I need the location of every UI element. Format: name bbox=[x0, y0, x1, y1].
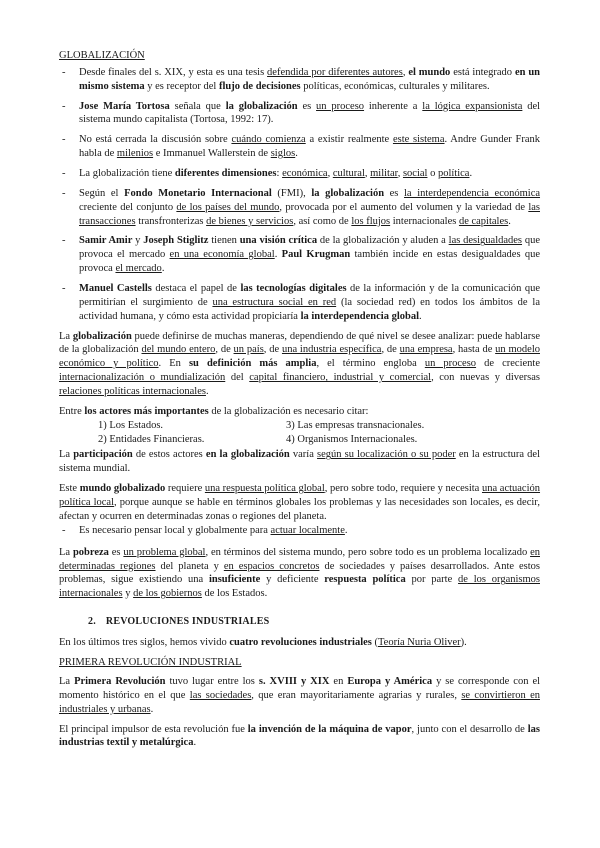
underlined-text: una industria específica bbox=[281, 344, 382, 356]
underlined-text: social bbox=[402, 168, 428, 180]
text-run: La globalización tiene bbox=[79, 168, 175, 180]
bold-text: Manuel Castells bbox=[79, 283, 152, 295]
underlined-text: en determinadas regiones bbox=[59, 546, 540, 572]
underlined-text: una respuesta política global bbox=[204, 483, 325, 495]
text-run: . bbox=[150, 703, 154, 715]
list-item bbox=[59, 187, 540, 229]
underlined-text: siglos bbox=[270, 148, 296, 160]
underlined-text: el mercado bbox=[115, 263, 162, 275]
underlined-text: en espacios concretos bbox=[223, 560, 320, 572]
underlined-text: milenios bbox=[116, 148, 154, 160]
bold-text: globalización bbox=[72, 330, 132, 342]
paragraph bbox=[59, 723, 540, 751]
paragraph bbox=[59, 636, 540, 650]
text-run: Desde finales del s. XIX, y esta es una tesis bbox=[79, 66, 268, 78]
underlined-text: según su localización o su poder bbox=[317, 449, 456, 461]
list-item bbox=[59, 282, 540, 324]
text-run: . bbox=[469, 168, 473, 180]
text-run: es bbox=[384, 187, 405, 199]
text-run: que provoca el mercado bbox=[79, 235, 540, 261]
text-run: , así como de bbox=[293, 215, 352, 227]
underlined-text: militar bbox=[370, 168, 398, 180]
bold-text: flujo de decisiones bbox=[218, 80, 301, 92]
underlined-text: defendida por diferentes autores bbox=[267, 66, 403, 78]
bold-text: la globalización bbox=[311, 187, 385, 199]
underlined-text: la lógica expansionista bbox=[422, 100, 523, 112]
underlined-text: cultural bbox=[332, 168, 365, 180]
text-run: del sistema mundo capitalista (Tortosa, 1992: 17). bbox=[79, 100, 541, 126]
underlined-text: una estructura social en red bbox=[212, 296, 337, 308]
bold-text: los actores más importantes bbox=[84, 405, 209, 417]
bold-text: Paul Krugman bbox=[281, 249, 351, 261]
list-item: 1) Los Estados. bbox=[98, 419, 164, 431]
underlined-text: de los países del mundo bbox=[176, 201, 280, 213]
bold-text: diferentes dimensiones bbox=[174, 168, 277, 180]
text-run: de creciente bbox=[476, 358, 540, 370]
text-run: , hasta de bbox=[452, 344, 496, 356]
text-run: , de bbox=[381, 344, 400, 356]
text-run: . bbox=[161, 263, 165, 275]
text-run: de los Estados. bbox=[201, 588, 268, 600]
bold-text: s. XVIII y XIX bbox=[258, 675, 330, 687]
text-run: . bbox=[344, 524, 348, 536]
text-run: tuvo lugar entre los bbox=[165, 675, 259, 687]
underlined-text: un modelo económico y político bbox=[59, 344, 540, 370]
text-run: a existir realmente bbox=[305, 134, 393, 146]
text-run: y bbox=[122, 588, 134, 600]
underlined-text: internacionalización o mundialización bbox=[59, 372, 226, 384]
list-item bbox=[59, 524, 540, 538]
text-run: de estos actores bbox=[132, 449, 206, 461]
text-run: En los últimos tres siglos, hemos vivido bbox=[59, 637, 230, 649]
text-run: La bbox=[59, 449, 74, 461]
bold-text: Samir Amir bbox=[79, 235, 133, 247]
underlined-text: un país bbox=[233, 344, 264, 356]
underlined-text: de capitales bbox=[458, 215, 509, 227]
text-run: , con nuevas y diversas bbox=[431, 372, 540, 384]
text-run: , bbox=[364, 168, 371, 180]
section-title: REVOLUCIONES INDUSTRIALES bbox=[105, 616, 270, 628]
text-run: . bbox=[295, 148, 298, 160]
list-item bbox=[59, 234, 540, 276]
underlined-text: de los gobiernos bbox=[133, 588, 202, 600]
bold-text: la invención de la máquina de vapor bbox=[247, 723, 412, 735]
text-run: . bbox=[193, 737, 197, 749]
bold-text: participación bbox=[73, 449, 133, 461]
paragraph bbox=[59, 405, 540, 419]
actors-list bbox=[59, 419, 540, 447]
text-run: ( bbox=[371, 637, 378, 649]
text-run: tienen bbox=[208, 235, 240, 247]
underlined-text: capital financiero, industrial y comercial bbox=[249, 372, 432, 384]
bold-text: pobreza bbox=[72, 546, 109, 558]
underlined-text: del mundo entero bbox=[141, 344, 216, 356]
section-heading bbox=[59, 615, 540, 628]
bold-text: una visión crítica bbox=[239, 235, 318, 247]
text-run: por parte bbox=[405, 574, 459, 586]
bold-text: las industrias textil y metalúrgica bbox=[59, 723, 540, 749]
text-run: también incide en estas desigualdades que provoca bbox=[79, 249, 541, 275]
text-run: de la globalización y aluden a bbox=[317, 235, 449, 247]
underlined-text: los flujos bbox=[351, 215, 391, 227]
text-run: Según el bbox=[79, 187, 125, 199]
bold-text: la globalización bbox=[225, 100, 298, 112]
underlined-text: este sistema bbox=[392, 134, 445, 146]
underlined-text: las sociedades bbox=[189, 689, 252, 701]
text-run: . Andre Gunder Frank habla de bbox=[79, 134, 540, 160]
text-run: inherente a bbox=[364, 100, 423, 112]
text-run: . bbox=[508, 215, 511, 227]
bold-text: Jose María Tortosa bbox=[79, 100, 170, 112]
underlined-text: las transacciones bbox=[79, 201, 540, 227]
underlined-text: de bienes y servicios bbox=[206, 215, 294, 227]
text-run: . En bbox=[158, 358, 189, 370]
paragraph bbox=[59, 675, 540, 717]
text-run: y deficiente bbox=[260, 574, 325, 586]
list-item bbox=[59, 66, 540, 94]
text-run: de sociedades y países desarrollados. Ante estos problemas, sigue existiendo una bbox=[59, 560, 540, 586]
text-run: internacionales bbox=[390, 215, 459, 227]
text-run: señala que bbox=[169, 100, 226, 112]
text-run: en bbox=[329, 675, 348, 687]
underlined-text: actuar localmente bbox=[270, 524, 345, 536]
underlined-text: política bbox=[437, 168, 470, 180]
text-run: del bbox=[225, 372, 250, 384]
underlined-text: Teoría Nuria Oliver bbox=[378, 637, 461, 649]
subsection-title: PRIMERA REVOLUCIÓN INDUSTRIAL bbox=[59, 657, 242, 669]
bold-text: su definición más amplia bbox=[188, 358, 317, 370]
list-item bbox=[59, 100, 540, 128]
text-run: e Immanuel Wallerstein de bbox=[153, 148, 271, 160]
text-run: de la información y de la comunicación que permitirían el surgimiento de bbox=[79, 283, 540, 308]
bold-text: las tecnologías digitales bbox=[240, 283, 347, 295]
underlined-text: de los organismos internacionales bbox=[59, 574, 540, 600]
list-item: 3) Las empresas transnacionales. bbox=[286, 419, 425, 431]
underlined-text: una empresa bbox=[399, 344, 453, 356]
text-run: : bbox=[276, 168, 283, 180]
bold-text: Fondo Monetario Internacional bbox=[124, 187, 272, 199]
underlined-text: la interdependencia económica bbox=[404, 187, 541, 199]
text-run: . bbox=[274, 249, 282, 261]
text-run: La bbox=[59, 330, 73, 342]
text-run: varía bbox=[289, 449, 318, 461]
text-run: puede definirse de muchas maneras, dependiendo de qué nivel se desee analizar: puede hablarse de la globalización bbox=[59, 330, 540, 356]
text-run: y bbox=[132, 235, 144, 247]
text-run: , de bbox=[263, 344, 282, 356]
text-run: . bbox=[419, 310, 422, 322]
text-run: de la globalización es necesario citar: bbox=[208, 405, 369, 417]
paragraph bbox=[59, 330, 540, 399]
text-run: y se corresponde con el momento histórico en el que bbox=[59, 675, 541, 701]
section-number: 2. bbox=[88, 616, 96, 628]
list-item bbox=[59, 133, 540, 161]
bold-text: en la globalización bbox=[205, 449, 290, 461]
underlined-text: en una economía global bbox=[169, 249, 275, 261]
text-run: creciente del conjunto bbox=[79, 201, 177, 213]
text-run: Entre bbox=[59, 405, 85, 417]
text-run: ). bbox=[460, 637, 467, 649]
bold-text: en un mismo sistema bbox=[79, 66, 541, 92]
text-run: y es receptor del bbox=[144, 80, 219, 92]
text-run: políticas, económicas, culturales y militares. bbox=[300, 80, 490, 92]
underlined-text: un proceso bbox=[424, 358, 477, 370]
text-run: está integrado bbox=[450, 66, 515, 78]
text-run: , bbox=[327, 168, 333, 180]
text-run: , bbox=[402, 66, 409, 78]
text-run: , bbox=[397, 168, 403, 180]
paragraph bbox=[59, 546, 540, 601]
text-run: No está cerrada la discusión sobre bbox=[79, 134, 232, 146]
text-run: . bbox=[205, 386, 209, 398]
underlined-text: una actuación política local bbox=[59, 483, 541, 509]
bold-text: Europa y América bbox=[347, 675, 433, 687]
text-run: en la estructura del sistema mundial. bbox=[59, 449, 540, 475]
bold-text: respuesta política bbox=[324, 574, 406, 586]
text-run: , pero sobre todo, requiere y necesita bbox=[324, 483, 482, 495]
text-run: es bbox=[297, 100, 317, 112]
underlined-text: relaciones políticas internacionales bbox=[59, 386, 206, 398]
underlined-text: un proceso bbox=[316, 100, 365, 112]
bold-text: insuficiente bbox=[208, 574, 261, 586]
page-title: GLOBALIZACIÓN bbox=[59, 50, 145, 61]
bold-text: Joseph Stiglitz bbox=[143, 235, 209, 247]
underlined-text: un problema global bbox=[123, 546, 206, 558]
text-run: requiere bbox=[165, 483, 205, 495]
text-run: Es necesario pensar local y globalmente para bbox=[79, 524, 271, 536]
text-run: , que eran mayoritariamente agrarias y rurales, bbox=[251, 689, 462, 701]
underlined-text: se convirtieron en industriales y urbanas bbox=[59, 689, 540, 715]
text-run: El principal impulsor de esta revolución fue bbox=[59, 723, 248, 735]
text-run: La bbox=[59, 675, 75, 687]
bold-text: mundo globalizado bbox=[79, 483, 166, 495]
text-run: , porque aunque se hable en términos globales los problemas y las necesidades son locales, es decir, afectan y ocurren en determinadas zonas o regiones del planeta. bbox=[59, 497, 540, 522]
bullet-list bbox=[59, 66, 540, 324]
text-run: del planeta y bbox=[155, 560, 224, 572]
underlined-text: económica bbox=[282, 168, 328, 180]
text-run: , en términos del sistema mundo, pero sobre todo es un problema localizado bbox=[205, 546, 531, 558]
text-run: , provocada por el aumento del volumen y la variedad de bbox=[279, 201, 529, 213]
text-run: La bbox=[59, 546, 73, 558]
bold-text: la interdependencia global bbox=[300, 310, 420, 322]
list-item: 4) Organismos Internacionales. bbox=[286, 433, 418, 445]
text-run: (FMI), bbox=[271, 187, 312, 199]
list-item: 2) Entidades Financieras. bbox=[98, 433, 205, 445]
bold-text: el mundo bbox=[408, 66, 451, 78]
bold-text: cuatro revoluciones industriales bbox=[229, 637, 372, 649]
paragraph bbox=[59, 448, 540, 476]
text-run: es bbox=[108, 546, 124, 558]
underlined-text: cuándo comienza bbox=[231, 134, 306, 146]
text-run: , el término engloba bbox=[316, 358, 425, 370]
paragraph bbox=[59, 482, 540, 524]
bold-text: Primera Revolución bbox=[74, 675, 166, 687]
list-item bbox=[59, 167, 540, 181]
text-run: o bbox=[427, 168, 438, 180]
text-run: , junto con el desarrollo de bbox=[411, 723, 528, 735]
text-run: (la sociedad red) en todos los ámbitos de la actividad humana, y cómo esta actividad propiciaría bbox=[79, 296, 540, 322]
text-run: , de bbox=[215, 344, 234, 356]
text-run: transfronterizas bbox=[135, 215, 207, 227]
text-run: Este bbox=[59, 483, 80, 495]
underlined-text: las desigualdades bbox=[448, 235, 523, 247]
text-run: destaca el papel de bbox=[151, 283, 241, 295]
